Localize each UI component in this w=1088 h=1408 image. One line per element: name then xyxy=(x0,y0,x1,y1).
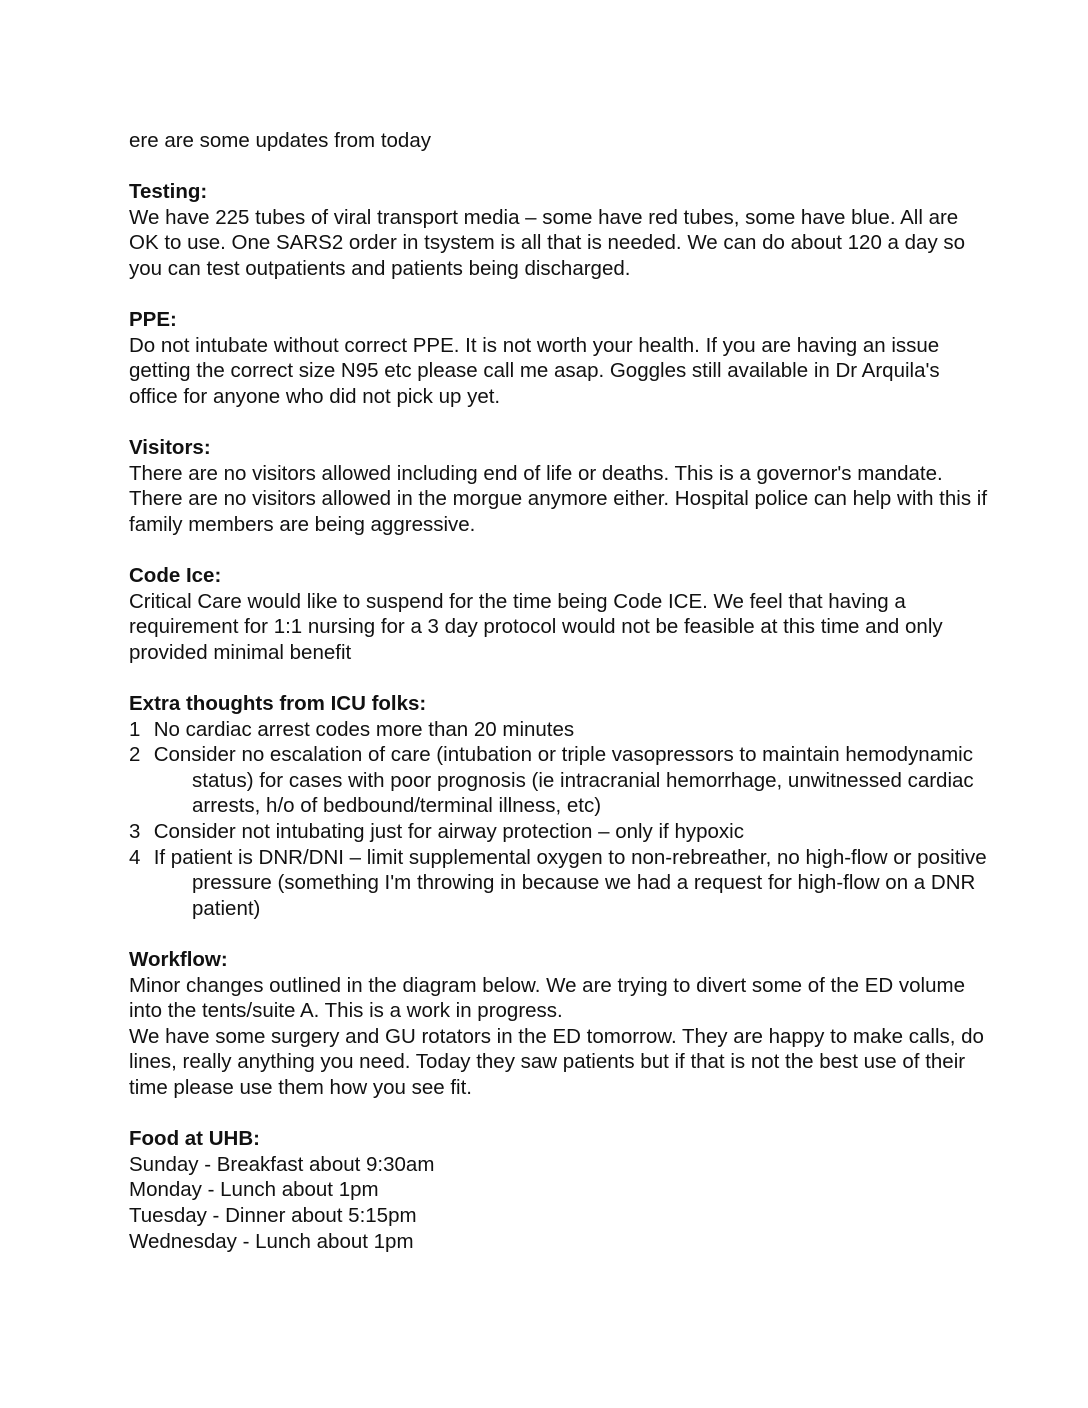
intro-line: ere are some updates from today xyxy=(129,129,431,152)
heading-workflow: Workflow: xyxy=(129,948,228,971)
section-extra-thoughts xyxy=(129,691,989,921)
section-testing xyxy=(129,179,989,281)
heading-visitors: Visitors: xyxy=(129,436,211,460)
extra-thoughts-list xyxy=(129,717,989,922)
workflow-body-1: Minor changes outlined in the diagram below. We are trying to divert some of the ED volume into the tents/suite A. This is a work in progress. xyxy=(129,973,965,1023)
list-item xyxy=(129,845,989,922)
list-item-number: 4 xyxy=(129,845,141,869)
visitors-body: There are no visitors allowed including end of life or deaths. This is a governor's mandate. There are no visitors allowed in the morgue anymore either. Hospital police can help with this if family members are being aggressive. xyxy=(129,461,988,536)
workflow-body-2: We have some surgery and GU rotators in the ED tomorrow. They are happy to make calls, do lines, really anything you need. Today they saw patients but if that is not the best use of their time please use them how you see fit. xyxy=(129,1024,984,1099)
section-code-ice xyxy=(129,563,989,665)
testing-body: We have 225 tubes of viral transport media – some have red tubes, some have blue. All are OK to use. One SARS2 order in tsystem is all that is needed. We can do about 120 a day so you can test outpatients and patients being discharged. xyxy=(129,205,966,280)
heading-food: Food at UHB: xyxy=(129,1127,260,1151)
list-item-text: Consider not intubating just for airway protection – only if hypoxic xyxy=(153,820,744,844)
list-item-number: 2 xyxy=(129,743,141,767)
ppe-body: Do not intubate without correct PPE. It is not worth your health. If you are having an issue getting the correct size N95 etc please call me asap. Goggles still available in Dr Arquila's office for anyone who did not pick up yet. xyxy=(129,333,940,408)
list-item xyxy=(129,717,989,743)
heading-testing: Testing: xyxy=(129,180,208,204)
heading-code-ice: Code Ice: xyxy=(129,564,222,588)
heading-extra-thoughts: Extra thoughts from ICU folks: xyxy=(129,692,427,716)
section-workflow xyxy=(129,947,989,1101)
food-line-wednesday: Wednesday - Lunch about 1pm xyxy=(129,1229,414,1253)
list-item-text: If patient is DNR/DNI – limit supplemental oxygen to non-rebreather, no high-flow or positive pressure (something I'm throwing in because we had a request for high-flow on a DNR patient) xyxy=(153,845,987,920)
list-item-number: 3 xyxy=(129,820,141,844)
section-visitors xyxy=(129,435,989,537)
food-line-tuesday: Tuesday - Dinner about 5:15pm xyxy=(129,1203,417,1227)
list-item-number: 1 xyxy=(129,717,141,741)
food-line-sunday: Sunday - Breakfast about 9:30am xyxy=(129,1152,435,1176)
list-item xyxy=(129,819,989,845)
heading-ppe: PPE: xyxy=(129,308,177,332)
document-page xyxy=(129,128,989,1280)
code-ice-body: Critical Care would like to suspend for the time being Code ICE. We feel that having a requirement for 1:1 nursing for a 3 day protocol would not be feasible at this time and only provided minimal benefit xyxy=(129,589,943,664)
section-ppe xyxy=(129,307,989,409)
section-food xyxy=(129,1126,989,1254)
food-line-monday: Monday - Lunch about 1pm xyxy=(129,1178,379,1202)
list-item-text: No cardiac arrest codes more than 20 minutes xyxy=(153,717,575,741)
list-item-text: Consider no escalation of care (intubation or triple vasopressors to maintain hemodynamic status) for cases with poor prognosis (ie intracranial hemorrhage, unwitnessed cardiac arrests, h/o of bedbound/terminal illness, etc) xyxy=(153,743,974,818)
list-item xyxy=(129,742,989,819)
